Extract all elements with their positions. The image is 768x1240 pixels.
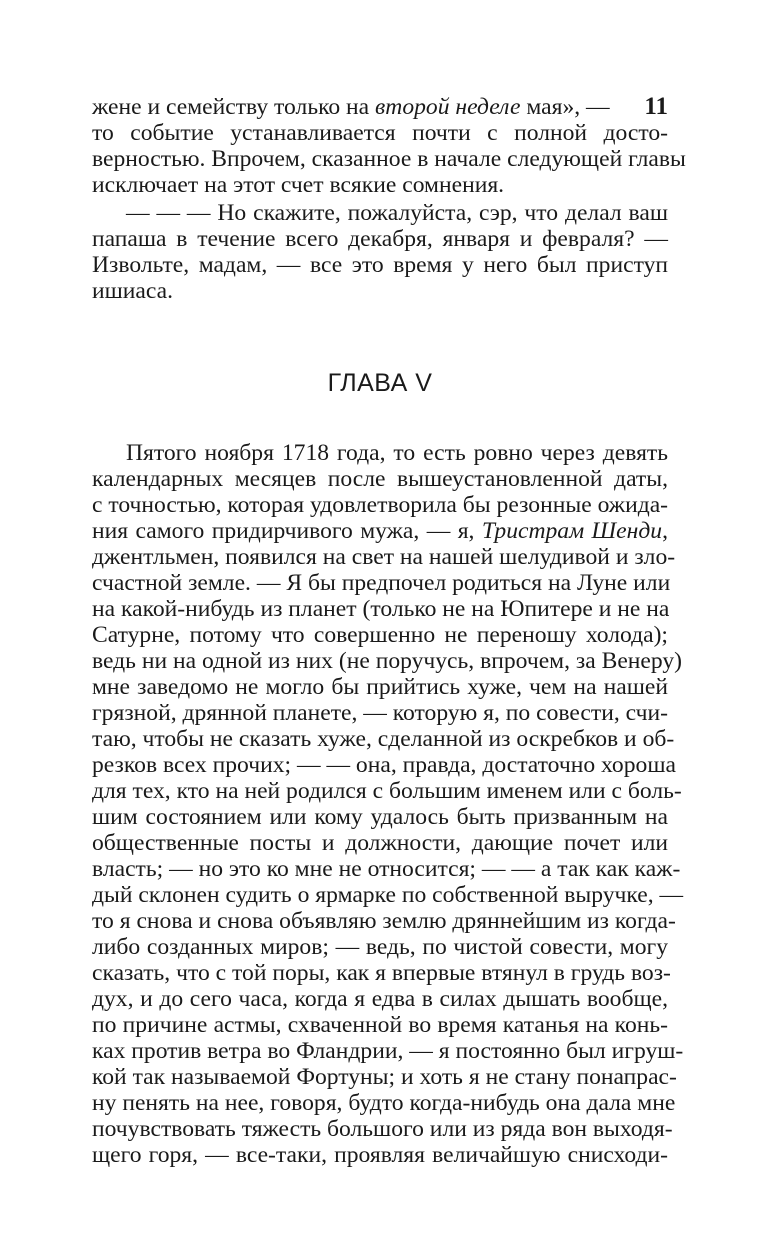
text-line: — — — Но скажите, пожалуйста, сэр, что делал ваш — [126, 200, 668, 226]
text-line: по причине астмы, схваченной во время катанья на конь- — [92, 1012, 668, 1038]
page-number: 11 — [644, 93, 668, 120]
text-line: Извольте, мадам, — все это время у него был приступ — [92, 252, 668, 278]
text-line: ния самого придирчивого мужа, — я, Тристрам Шенди, — [92, 518, 668, 544]
text-line: календарных месяцев после вышеустановленной даты, — [92, 466, 668, 492]
text-line: шим состоянием или кому удалось быть призванным на — [92, 804, 668, 830]
text-line: кой так называемой Фортуны; и хоть я не стану понапрас- — [92, 1064, 677, 1090]
text-line: то я снова и снова объявляю землю дряннейшим из когда- — [92, 908, 676, 934]
text-line: исключает на этот счет всякие сомнения. — [92, 172, 505, 198]
text-line: то событие устанавливается почти с полной досто- — [92, 120, 668, 146]
text-line: верностью. Впрочем, сказанное в начале следующей главы — [92, 146, 686, 172]
text-line: на какой-нибудь из планет (только не на Юпитере и не на — [92, 596, 670, 622]
text-line: папаша в течение всего декабря, января и февраля? — — [92, 226, 668, 252]
text-line: дух, и до сего часа, когда я едва в силах дышать вообще, — [92, 986, 668, 1012]
dialogue-paragraph — [92, 200, 668, 304]
text-line: грязной, дрянной планете, — которую я, по совести, счи- — [92, 700, 668, 726]
text-line: почувствовать тяжесть большого или из ряда вон выходя- — [92, 1116, 673, 1142]
text-line: мне заведомо не могло бы прийтись хуже, чем на нашей — [92, 674, 668, 700]
text-line: ках против ветра во Фландрии, — я постоянно был игруш- — [92, 1038, 684, 1064]
text-line: Пятого ноября 1718 года, то есть ровно через девять — [126, 440, 668, 466]
text-line: щего горя, — все-таки, проявляя величайшую снисходи- — [92, 1142, 668, 1168]
text-line: ну пенять на нее, говоря, будто когда-нибудь она дала мне — [92, 1090, 676, 1116]
text-line: Сатурне, потому что совершенно не переношу холода); — [92, 622, 668, 648]
chapter-body-paragraph — [92, 440, 684, 1168]
text-line: дый склонен судить о ярмарке по собственной выручке, — — [92, 882, 684, 908]
text-line: счастной земле. — Я бы предпочел родиться на Луне или — [92, 570, 671, 596]
text-line: для тех, кто на ней родился с большим именем или с боль- — [92, 778, 682, 804]
text-line: сказать, что с той поры, как я впервые втянул в грудь воз- — [92, 960, 671, 986]
text-line: таю, чтобы не сказать хуже, сделанной из оскребков и об- — [92, 726, 675, 752]
italic-emphasis: второй неделе — [375, 94, 521, 120]
previous-chapter-ending-paragraph — [92, 94, 686, 198]
text-line: общественные посты и должности, дающие почет или — [92, 830, 668, 856]
chapter-title: ГЛАВА V — [327, 369, 433, 397]
text-line: власть; — но это ко мне не относится; — — а так как каж- — [92, 856, 681, 882]
italic-name: Тристрам Шенди — [481, 518, 663, 544]
text-line: ведь ни на одной из них (не поручусь, впрочем, за Венеру) — [92, 648, 683, 674]
text-line: джентльмен, появился на свет на нашей шелудивой и зло- — [92, 544, 676, 570]
text-line: либо созданных миров; — ведь, по чистой совести, могу — [92, 934, 668, 960]
text-line: с точностью, которая удовлетворила бы резонные ожида- — [92, 492, 669, 518]
text-line: ишиаса. — [92, 278, 174, 304]
text-line: жене и семейству только на второй неделе мая», — — [92, 94, 610, 120]
text-line: резков всех прочих; — — она, правда, достаточно хороша — [92, 752, 676, 778]
